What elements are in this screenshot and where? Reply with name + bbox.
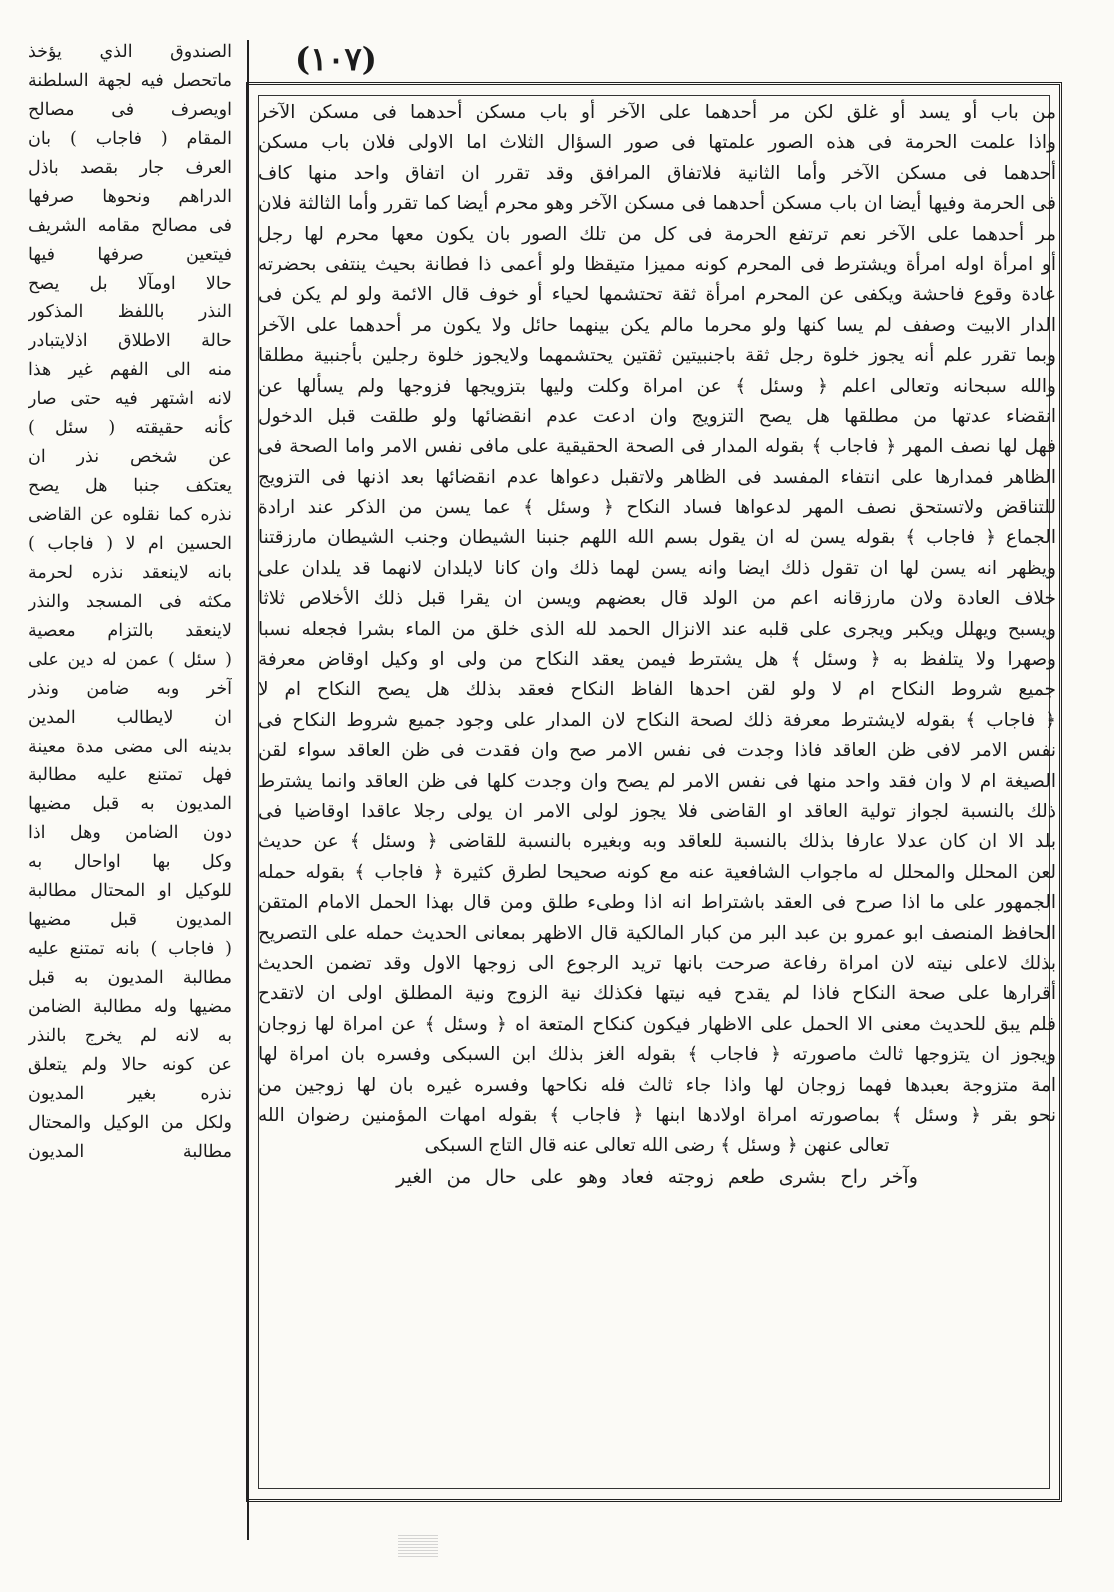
poetry-verse: وآخر راح بشرى طعم زوجته فعاد وهو على حال من الغير <box>396 1165 918 1188</box>
main-text-line: أقرارها على صحة النكاح فاذا لم يقدح فيه نيتها فكذلك نية الزوج ونية المطلق اولى ان لاتقدح <box>258 983 1056 1005</box>
margin-line: بانه لاينعقد نذره لحرمة <box>28 562 232 583</box>
main-text-line: ويسبح ويهلل ويكبر ويجرى على قلبه عند الانزال الحمد لله الذى خلق من الماء بشرا فجعله نسبا <box>258 618 1056 640</box>
main-text-line: وبما تقرر علم أنه يجوز خلوة رجل ثقة باجنبيتين ثقتين يحتشمهما ولايجوز خلوة رجلين بأجنبية مطلقا <box>258 345 1056 367</box>
main-text-line: لعن المحلل والمحلل له ماجواب الشافعية عنه مع كونه صحيحا لطرق كثيرة ﴿ فاجاب ﴾ بقوله حمله <box>258 861 1056 883</box>
main-text-line: عادة وقوع فاحشة ويكفى عن المحرم امرأة ثقة تحتشمها لحياء أو خوف قال الائمة ولو لم يكن فى <box>258 284 1056 306</box>
margin-line: فهل تمتنع عليه مطالبة <box>28 765 232 786</box>
main-text-line: بذلك لاعلى نيته لان امراة رفاعة صرحت بانها تريد الرجوع الى زوجها الاول وقد تضمن الحديث <box>258 952 1056 974</box>
printer-mark <box>398 1535 438 1557</box>
main-text-line: الدار الابيت وصفف لم يسا كنها ولو محرما مالم يكن بينهما حائل ولا يكون مر أحدهما على الآخر <box>258 314 1056 336</box>
margin-line: حالا اومآلا بل يصح <box>28 273 232 294</box>
margin-line: النذر باللفظ المذكور <box>28 302 232 323</box>
margin-line: فيتعين صرفها فيها <box>28 244 232 265</box>
margin-line: مكثه فى المسجد والنذر <box>28 591 232 612</box>
main-text-line: ويظهر انه يسن لها ان تقول ذلك ايضا وانه يسن لهما ذلك وان كانا لايلدان لانهما قد يلدان على <box>258 557 1056 579</box>
main-text-line: أو امرأة اوله امرأة ويشترط فى المحرم كونه مميزا متيقظا ولو أعمى ذا فطانة بحيث ينتفى بحضرته <box>258 253 1056 275</box>
margin-line: المقام ( فاجاب ) بان <box>28 128 232 149</box>
main-text-line: واذا علمت الحرمة فى هذه الصور علمتها فى صور السؤال الثلاث اما الاولى فلان باب مسكن <box>258 132 1056 154</box>
main-text-line: ذلك بالنسبة لجواز تولية العاقد او القاضى فلا يجوز لولى الامر ان يولى رجلا عاقدا اوقاضيا فى <box>258 800 1056 822</box>
main-text-line: الجماع ﴿ فاجاب ﴾ بقوله يسن له ان يقول بسم الله اللهم جنبنا الشيطان وجنب الشيطان مارزقتنا <box>258 527 1056 549</box>
margin-line: نذره بغير المديون <box>28 1083 232 1104</box>
margin-line: ماتحصل فيه لجهة السلطنة <box>28 70 232 91</box>
main-text-line: والله سبحانه وتعالى اعلم ﴿ وسئل ﴾ عن امراة وكلت وليها بتزويجها فزوجها ولم يسألها عن <box>258 375 1056 397</box>
margin-line: مطالبة المديون به قبل <box>28 968 232 988</box>
main-text-line: خلاف العادة ولان مارزقانه اعم من الولد قال بعضهم ويسن ان يقرا قبل ذلك الأخلاص ثلاثا <box>258 588 1056 610</box>
main-text-line: الجمهور على ما اذا صرح فى العقد باشتراط انه اذا وطىء طلق ومن قال بهذا الحمل الامام المتقن <box>258 892 1056 914</box>
main-text-line: فهل لها نصف المهر ﴿ فاجاب ﴾ بقوله المدار فى الصحة الحقيقية على مافى نفس الامر واما الصحة فى <box>258 436 1056 458</box>
main-text-line: الصيغة ام لا وان فقد واحد منها فى نفس الامر لم يصح وان وجدت كلها فى ظن العاقد وانما يشترط <box>258 770 1056 792</box>
margin-line: لانه اشتهر فيه حتى صار <box>28 389 232 410</box>
margin-line: مطالبة المديون <box>28 1141 232 1162</box>
margin-line: نذره كما نقلوه عن القاضى <box>28 505 232 525</box>
main-text-line: الحافظ المنصف ابو عمرو بن عبد البر من كبار المالكية قال الاظهر بمعانى الحديث حمله على التصريح <box>258 922 1056 944</box>
main-text-line: للتناقض ولاتستحق نصف المهر لدعواها فساد النكاح ﴿ وسئل ﴾ عما يسن من الذكر عند ارادة <box>258 497 1056 519</box>
margin-line: مضيها وله مطالبة الضامن <box>28 996 232 1017</box>
margin-line: يعتكف جنبا هل يصح <box>28 476 232 497</box>
main-text-line: نحو بقر ﴿ وسئل ﴾ بماصورته امراة اولادها ابنها ﴿ فاجاب ﴾ بقوله امهات المؤمنين رضوان الله <box>258 1104 1056 1126</box>
margin-line: المديون به قبل مضيها <box>28 794 232 815</box>
margin-line: ولكل من الوكيل والمحتال <box>28 1112 232 1133</box>
margin-line: للوكيل او المحتال مطالبة <box>28 881 232 902</box>
main-text-line: ويجوز ان يتزوجها ثالث ماصورته ﴿ فاجاب ﴾ بقوله الغز بذلك ابن السبكى وفسره بان امراة لها <box>258 1044 1056 1066</box>
main-text-line: مر أحدهما على الآخر نعم ترتفع الحرمة فى كل من تلك الصور بان يكون معها محرم لها رجل <box>258 223 1056 245</box>
margin-line: لاينعقد بالتزام معصية <box>28 620 232 641</box>
margin-commentary <box>28 38 232 1568</box>
main-text-line: فى الحرمة وفيها أيضا ان باب مسكن أحدهما فى مسكن الآخر وهو محرم أيضا كما تقرر وأما الثالثة فلان <box>258 193 1056 215</box>
margin-line: حالة الاطلاق اذلايتبادر <box>28 331 232 352</box>
margin-line: بدينه الى مضى مدة معينة <box>28 736 232 757</box>
margin-line: فى مصالح مقامه الشريف <box>28 215 232 236</box>
margin-line: ان لايطالب المدين <box>28 707 232 728</box>
main-text-line: امة متزوجة بعبدها فهما زوجان لها واذا جاء ثالث فله نكاحها وفسره غيره بان لها زوجين من <box>258 1074 1056 1096</box>
margin-line: ( فاجاب ) بانه تمتنع عليه <box>28 939 232 960</box>
main-text-line: بلد الا ان كان عدلا عارفا بذلك بالنسبة للعاقد وبه وبغيره بالنسبة للقاضى ﴿ وسئل ﴾ عن حديث <box>258 831 1056 853</box>
margin-line: ( سئل ) عمن له دين على <box>28 649 232 670</box>
main-text-line: جميع شروط النكاح ام لا ولو لقن احدها الفاظ النكاح فعقد بذلك هل يصح النكاح ام لا <box>258 679 1056 701</box>
margin-line: عن شخص نذر ان <box>28 447 232 468</box>
margin-line: الحسين ام لا ( فاجاب ) <box>28 533 232 554</box>
main-text-body <box>258 98 1056 1468</box>
margin-line: الدراهم ونحوها صرفها <box>28 186 232 207</box>
margin-line: الصندوق الذي يؤخذ <box>28 42 232 62</box>
margin-line: المديون قبل مضيها <box>28 910 232 931</box>
main-text-line: فلم يبق للحديث معنى الا الحمل على الاظهار فيكون كنكاح المتعة اه ﴿ وسئل ﴾ عن امراة لها زوجان <box>258 1013 1056 1035</box>
main-text-line: تعالى عنهن ﴿ وسئل ﴾ رضى الله تعالى عنه قال التاج السبكى <box>424 1135 890 1157</box>
margin-line: منه الى الفهم غير هذا <box>28 360 232 381</box>
main-text-line: ﴿ فاجاب ﴾ بقوله لايشترط معرفة ذلك لصحة النكاح لان المدار على وجود جميع شروط النكاح فى <box>258 709 1056 731</box>
page-number: (۱۰۷) <box>295 40 377 78</box>
main-text-line: انقضاء عدتها من مطلقها هل يصح التزويج وان ادعت عدم انقضائها ولو طلقت قبل الدخول <box>258 405 1056 427</box>
margin-line: آخر وبه ضامن ونذر <box>28 678 232 699</box>
margin-line: دون الضامن وهل اذا <box>28 823 232 844</box>
margin-line: العرف جار بقصد باذل <box>28 157 232 178</box>
main-text-line: الظاهر فمدارها على انتفاء المفسد فى الظاهر ولاتقبل دعواها عدم انقضائها بعد اذنها فى التزويج <box>258 466 1056 488</box>
main-text-line: من باب أو يسد أو غلق لكن مر أحدهما على الآخر أو باب مسكن أحدهما فى مسكن الآخر <box>258 102 1056 123</box>
main-text-line: وصهرا ولا يتلفظ به ﴿ وسئل ﴾ هل يشترط فيمن يعقد النكاح من ولى او وكيل اوقاض معرفة <box>258 649 1056 671</box>
main-text-line: نفس الامر لافى ظن العاقد فاذا وجدت فى نفس الامر صح وان فقدت فى ظن العاقد سواء لقن <box>258 740 1056 762</box>
margin-line: به لانه لم يخرج بالنذر <box>28 1025 232 1046</box>
margin-line: وكل بها اواحال به <box>28 852 232 873</box>
main-text-line: أحدهما فى مسكن الآخر وأما الثانية فلاتفاق المرافق وقد تقرر ان اتفاق واحد منها كاف <box>258 162 1056 184</box>
margin-line: كأنه حقيقته ( سئل ) <box>28 418 232 439</box>
margin-line: عن كونه حالا ولم يتعلق <box>28 1054 232 1075</box>
margin-line: اويصرف فى مصالح <box>28 99 232 120</box>
